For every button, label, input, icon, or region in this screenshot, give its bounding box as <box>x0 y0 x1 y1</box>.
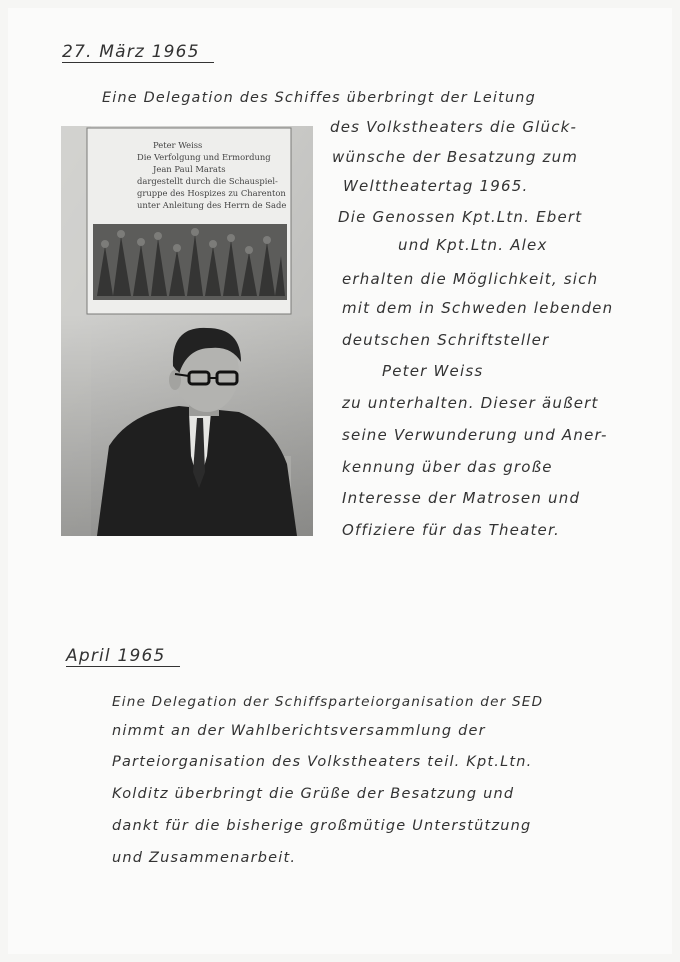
entry1-line: kennung über das große <box>342 458 553 476</box>
entry1-line: wünsche der Besatzung zum <box>332 148 579 166</box>
entry1-line: deutschen Schriftsteller <box>342 331 550 349</box>
entry1-line: zu unterhalten. Dieser äußert <box>342 394 599 412</box>
poster-text: dargestellt durch die Schauspiel- <box>137 176 278 186</box>
entry1-line: mit dem in Schweden lebenden <box>342 299 614 317</box>
poster-text: Jean Paul Marats <box>153 164 226 174</box>
entry1-line: erhalten die Möglichkeit, sich <box>342 270 599 288</box>
entry2-line: dankt für die bisherige großmütige Unterstützung <box>112 818 532 834</box>
poster-text: unter Anleitung des Herrn de Sade <box>137 200 287 210</box>
entry1-line: Eine Delegation des Schiffes überbringt der Leitung <box>102 90 536 106</box>
poster-text: gruppe des Hospizes zu Charenton <box>137 188 286 198</box>
entry1-line: Peter Weiss <box>382 362 484 380</box>
photo-peter-weiss <box>61 126 313 536</box>
entry1-line: Offiziere für das Theater. <box>342 521 560 539</box>
entry1-line: Interesse der Matrosen und <box>342 489 581 507</box>
entry1-line: des Volkstheaters die Glück- <box>330 118 578 136</box>
entry2-date: April 1965 <box>66 646 180 667</box>
entry2-line: und Zusammenarbeit. <box>112 850 297 866</box>
entry2-line: Parteiorganisation des Volkstheaters teil. Kpt.Ltn. <box>112 754 533 770</box>
entry2-line: nimmt an der Wahlberichtsversammlung der <box>112 723 486 739</box>
entry1-line: seine Verwunderung und Aner- <box>342 426 608 444</box>
entry2-line: Eine Delegation der Schiffsparteiorganisation der SED <box>112 694 544 710</box>
entry2-line: Kolditz überbringt die Grüße der Besatzung und <box>112 786 515 802</box>
entry1-date: 27. März 1965 <box>62 42 214 63</box>
entry1-line: Die Genossen Kpt.Ltn. Ebert <box>338 208 583 226</box>
entry1-line: und Kpt.Ltn. Alex <box>398 236 548 254</box>
entry1-line: Welttheatertag 1965. <box>343 177 529 195</box>
poster-text: Die Verfolgung und Ermordung <box>137 152 271 162</box>
poster-text: Peter Weiss <box>153 140 203 150</box>
